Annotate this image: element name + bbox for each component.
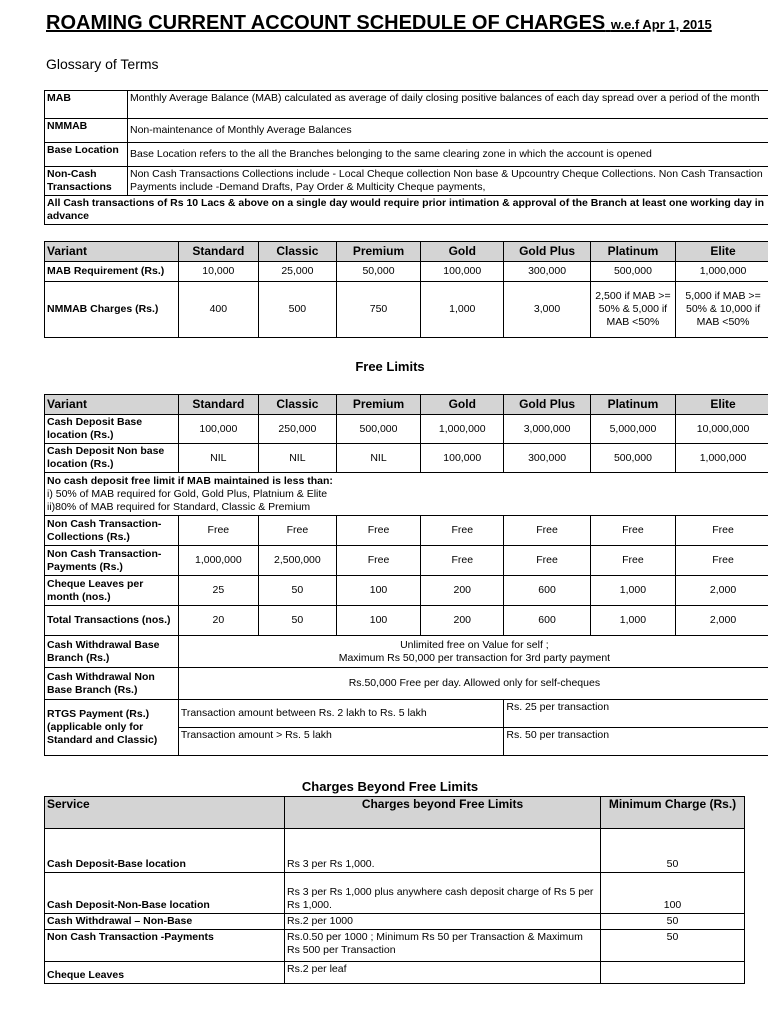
table-cell: 3,000,000 <box>504 415 590 444</box>
table-cell: 500,000 <box>590 444 675 473</box>
minimum-cell: 50 <box>601 914 745 930</box>
col-header-variant: Variant <box>45 395 179 415</box>
table-cell: 600 <box>504 606 590 636</box>
col-header-variant: Variant <box>45 242 179 262</box>
glossary-definition: Non-maintenance of Monthly Average Balances <box>128 119 768 143</box>
nmmab-charges-row <box>45 282 768 338</box>
glossary-table <box>44 90 768 225</box>
glossary-row <box>45 91 768 119</box>
service-cell: Cash Deposit-Non-Base location <box>45 873 285 914</box>
glossary-term: Non-Cash Transactions <box>45 167 128 196</box>
row-label: Cash Deposit Non base location (Rs.) <box>45 444 179 473</box>
withdrawal-base-line: Unlimited free on Value for self ; <box>400 638 549 651</box>
charge-cell: Rs.2 per leaf <box>285 962 601 984</box>
table-cell: 100,000 <box>178 415 258 444</box>
charges-table <box>44 796 745 984</box>
rtgs-desc: Transaction amount between Rs. 2 lakh to Rs. 5 lakh <box>178 700 504 728</box>
table-cell: Free <box>504 546 590 576</box>
mab-table <box>44 241 768 338</box>
table-cell: 500 <box>258 282 336 338</box>
charge-cell: Rs 3 per Rs 1,000 plus anywhere cash deposit charge of Rs 5 per Rs 1,000. <box>285 873 601 914</box>
table-cell: 100,000 <box>421 262 504 282</box>
rtgs-charge: Rs. 50 per transaction <box>504 728 768 756</box>
table-cell: 5,000,000 <box>590 415 675 444</box>
deposit-note <box>45 473 768 516</box>
row-label: Cash Withdrawal Non Base Branch (Rs.) <box>45 668 179 700</box>
charges-row <box>45 873 745 914</box>
service-cell: Cash Withdrawal – Non-Base <box>45 914 285 930</box>
service-cell: Cheque Leaves <box>45 962 285 984</box>
table-cell: Free <box>258 516 336 546</box>
page-title <box>46 12 712 35</box>
table-cell: 300,000 <box>504 444 590 473</box>
table-cell: 2,500,000 <box>258 546 336 576</box>
col-header-premium: Premium <box>336 242 420 262</box>
table-cell: 10,000 <box>178 262 258 282</box>
row-label: Cash Deposit Base location (Rs.) <box>45 415 179 444</box>
table-cell: 250,000 <box>258 415 336 444</box>
service-cell: Cash Deposit-Base location <box>45 829 285 873</box>
table-cell: 400 <box>178 282 258 338</box>
table-cell: 1,000 <box>590 606 675 636</box>
table-cell: 750 <box>336 282 420 338</box>
minimum-cell: 50 <box>601 930 745 962</box>
col-header-elite: Elite <box>676 242 768 262</box>
glossary-definition: Base Location refers to the all the Branches belonging to the same clearing zone in which the account is opened <box>128 143 768 167</box>
col-header-standard: Standard <box>178 395 258 415</box>
charge-cell: Rs.2 per 1000 <box>285 914 601 930</box>
glossary-definition: Monthly Average Balance (MAB) calculated as average of daily closing positive balances of each day spread over a period of the month <box>128 91 768 119</box>
table-cell: 500,000 <box>336 415 420 444</box>
table-cell: 200 <box>421 606 504 636</box>
col-header-premium: Premium <box>336 395 420 415</box>
table-cell: 1,000,000 <box>676 262 768 282</box>
glossary-term: MAB <box>45 91 128 119</box>
col-header-classic: Classic <box>258 242 336 262</box>
glossary-term: NMMAB <box>45 119 128 143</box>
table-cell: 50,000 <box>336 262 420 282</box>
title-text: ROAMING CURRENT ACCOUNT SCHEDULE OF CHARGES <box>46 12 606 34</box>
charges-row <box>45 829 745 873</box>
charges-heading: Charges Beyond Free Limits <box>301 779 479 794</box>
row-label: Cheque Leaves per month (nos.) <box>45 576 179 606</box>
deposit-note-line: ii)80% of MAB required for Standard, Classic & Premium <box>47 500 311 513</box>
glossary-row <box>45 143 768 167</box>
table-cell: Free <box>336 516 420 546</box>
table-cell: 1,000,000 <box>421 415 504 444</box>
col-header-charges: Charges beyond Free Limits <box>285 797 601 829</box>
table-cell: 100,000 <box>421 444 504 473</box>
row-label: RTGS Payment (Rs.) (applicable only for Standard and Classic) <box>45 700 179 756</box>
payments-row <box>45 546 768 576</box>
table-cell: Free <box>421 516 504 546</box>
rtgs-desc: Transaction amount > Rs. 5 lakh <box>178 728 504 756</box>
charges-row <box>45 930 745 962</box>
table-cell: NIL <box>178 444 258 473</box>
table-cell: 500,000 <box>590 262 675 282</box>
table-cell: Free <box>590 516 675 546</box>
table-cell: 2,000 <box>676 606 768 636</box>
charges-row <box>45 914 745 930</box>
glossary-term: Base Location <box>45 143 128 167</box>
charges-row <box>45 962 745 984</box>
col-header-gold-plus: Gold Plus <box>504 395 590 415</box>
table-cell: Free <box>336 546 420 576</box>
col-header-classic: Classic <box>258 395 336 415</box>
charge-cell: Rs.0.50 per 1000 ; Minimum Rs 50 per Transaction & Maximum Rs 500 per Transaction <box>285 930 601 962</box>
row-label: MAB Requirement (Rs.) <box>45 262 179 282</box>
table-cell: 20 <box>178 606 258 636</box>
table-cell: 100 <box>336 606 420 636</box>
glossary-definition: Non Cash Transactions Collections include - Local Cheque collection Non base & Upcountry Cheque Collections. Non Cash Transaction Payments include -Demand Drafts, Pay Order & Multicity Cheque payments, <box>128 167 768 196</box>
table-cell: 300,000 <box>504 262 590 282</box>
col-header-gold: Gold <box>421 242 504 262</box>
mab-requirement-row <box>45 262 768 282</box>
deposit-note-row <box>45 473 768 516</box>
minimum-cell: 100 <box>601 873 745 914</box>
collections-row <box>45 516 768 546</box>
table-cell: 50 <box>258 606 336 636</box>
glossary-row <box>45 119 768 143</box>
title-effective-date: w.e.f Apr 1, 2015 <box>610 17 712 32</box>
withdrawal-base-cell <box>178 636 768 668</box>
table-cell: 1,000 <box>590 576 675 606</box>
col-header-service: Service <box>45 797 285 829</box>
withdrawal-nonbase-row <box>45 668 768 700</box>
glossary-row <box>45 167 768 196</box>
table-cell: 600 <box>504 576 590 606</box>
deposit-note-line: i) 50% of MAB required for Gold, Gold Plus, Platnium & Elite <box>47 487 328 500</box>
col-header-platinum: Platinum <box>590 242 675 262</box>
table-cell: 5,000 if MAB >= 50% & 10,000 if MAB <50% <box>676 282 768 338</box>
col-header-gold: Gold <box>421 395 504 415</box>
glossary-heading: Glossary of Terms <box>46 56 159 72</box>
cheque-leaves-row <box>45 576 768 606</box>
withdrawal-nonbase-cell: Rs.50,000 Free per day. Allowed only for self-cheques <box>178 668 768 700</box>
free-limits-header-row <box>45 395 768 415</box>
col-header-platinum: Platinum <box>590 395 675 415</box>
col-header-elite: Elite <box>676 395 768 415</box>
charge-cell: Rs 3 per Rs 1,000. <box>285 829 601 873</box>
table-cell: Free <box>676 516 768 546</box>
table-cell: Free <box>676 546 768 576</box>
table-cell: Free <box>590 546 675 576</box>
glossary-note-row <box>45 196 768 225</box>
table-cell: NIL <box>258 444 336 473</box>
table-cell: 2,500 if MAB >= 50% & 5,000 if MAB <50% <box>590 282 675 338</box>
free-limits-table <box>44 394 768 756</box>
rtgs-charge: Rs. 25 per transaction <box>504 700 768 728</box>
table-cell: Free <box>178 516 258 546</box>
table-cell: Free <box>421 546 504 576</box>
cash-deposit-nonbase-row <box>45 444 768 473</box>
minimum-cell <box>601 962 745 984</box>
glossary-note: All Cash transactions of Rs 10 Lacs & above on a single day would require prior intimation & approval of the Branch at least one working day in advance <box>45 196 768 225</box>
table-cell: 1,000 <box>421 282 504 338</box>
table-cell: 2,000 <box>676 576 768 606</box>
table-cell: 1,000,000 <box>178 546 258 576</box>
col-header-minimum: Minimum Charge (Rs.) <box>601 797 745 829</box>
rtgs-row <box>45 700 768 728</box>
mab-header-row <box>45 242 768 262</box>
row-label: NMMAB Charges (Rs.) <box>45 282 179 338</box>
table-cell: 200 <box>421 576 504 606</box>
cash-deposit-base-row <box>45 415 768 444</box>
charges-header-row <box>45 797 745 829</box>
deposit-note-title: No cash deposit free limit if MAB maintained is less than: <box>47 474 333 487</box>
table-cell: Free <box>504 516 590 546</box>
table-cell: 3,000 <box>504 282 590 338</box>
row-label: Non Cash Transaction-Payments (Rs.) <box>45 546 179 576</box>
row-label: Total Transactions (nos.) <box>45 606 179 636</box>
table-cell: 1,000,000 <box>676 444 768 473</box>
table-cell: 50 <box>258 576 336 606</box>
total-transactions-row <box>45 606 768 636</box>
col-header-gold-plus: Gold Plus <box>504 242 590 262</box>
service-cell: Non Cash Transaction -Payments <box>45 930 285 962</box>
minimum-cell: 50 <box>601 829 745 873</box>
row-label: Cash Withdrawal Base Branch (Rs.) <box>45 636 179 668</box>
row-label: Non Cash Transaction-Collections (Rs.) <box>45 516 179 546</box>
withdrawal-base-line: Maximum Rs 50,000 per transaction for 3rd party payment <box>338 651 611 664</box>
table-cell: 10,000,000 <box>676 415 768 444</box>
free-limits-heading: Free Limits <box>355 359 425 374</box>
table-cell: 25 <box>178 576 258 606</box>
table-cell: 100 <box>336 576 420 606</box>
withdrawal-base-row <box>45 636 768 668</box>
table-cell: NIL <box>336 444 420 473</box>
table-cell: 25,000 <box>258 262 336 282</box>
col-header-standard: Standard <box>178 242 258 262</box>
